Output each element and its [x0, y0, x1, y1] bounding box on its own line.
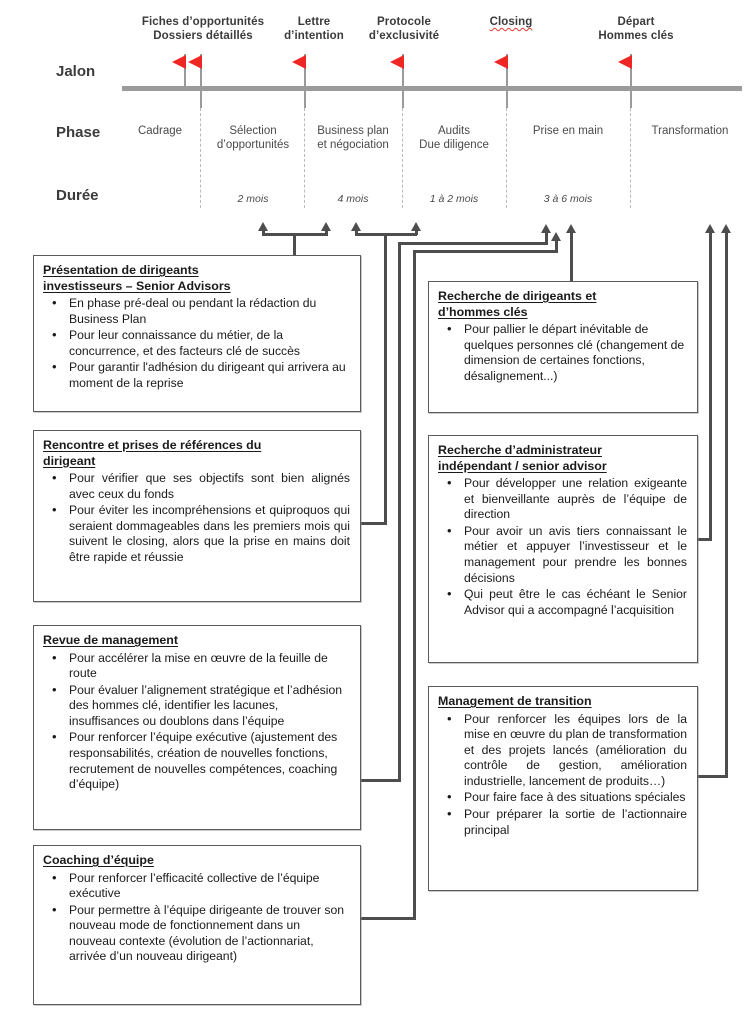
phase-divider-0	[200, 108, 201, 208]
flag-cloth	[390, 55, 404, 69]
milestone-label-0-line2: Dossiers détaillés	[153, 29, 253, 42]
connector-arrow-box5	[566, 224, 576, 233]
title-line1: Recherche d’administrateur	[438, 443, 602, 457]
list-item: • Pour éviter les incompréhensions et quiproquos qui seraient dommageables dans les premiers mois qui suivent le closing, alors que la prise en mains doit être rapide et réussie	[69, 503, 350, 565]
box-revue-management-list	[43, 651, 350, 793]
phase-cell-2-line1: Business plan	[317, 125, 389, 137]
milestone-label-2-line2: d’exclusivité	[368, 29, 440, 42]
connector-box2-entry	[358, 522, 387, 525]
connector-box3-top	[398, 242, 548, 245]
milestone-flag-icon-1	[292, 54, 318, 88]
box-recherche-dirigeants-list	[438, 322, 687, 384]
flag-cloth	[188, 55, 202, 69]
connector-box6-vertical	[709, 232, 712, 540]
phase-cell-5-line1: Transformation	[651, 125, 729, 137]
phase-cell-4	[508, 124, 628, 138]
phase-divider-1	[304, 108, 305, 208]
row-label-duree: Durée	[56, 187, 99, 204]
box-recherche-dirigeants[interactable]	[428, 281, 698, 413]
milestone-label-1-line2: d’intention	[284, 29, 344, 42]
duration-cell-1: 2 mois	[237, 193, 269, 205]
list-item: • Pour pallier le départ inévitable de quelques personnes clé (changement de dimension de certaines fonctions, désalignement...)	[464, 322, 687, 384]
connector-arrow-box2-right	[411, 222, 421, 231]
box-recherche-administrateur-title	[438, 443, 687, 474]
milestone-flag-icon-4	[618, 54, 644, 88]
phase-cell-1-line2: d’opportunités	[216, 139, 290, 151]
connector-box3-entry	[358, 779, 401, 782]
connector-box7-entry	[697, 775, 728, 778]
box-presentation-dirigeants[interactable]	[33, 255, 361, 412]
phase-cell-3	[404, 124, 504, 152]
milestone-label-3	[466, 16, 556, 30]
list-item: • Pour développer une relation exigeante et bienveillante auprès de l’équipe de direction	[464, 476, 687, 523]
title-line1: Présentation de dirigeants	[43, 263, 199, 277]
duration-cell-2: 4 mois	[337, 193, 369, 205]
phase-divider-4	[630, 108, 631, 208]
milestone-label-3-line1: Closing	[489, 16, 533, 28]
connector-arrow-box4	[551, 232, 561, 241]
duration-cell-4: 3 à 6 mois	[543, 193, 593, 205]
flag-cloth	[618, 55, 632, 69]
connector-box6-entry	[697, 538, 712, 541]
timeline-axis	[122, 86, 742, 91]
milestone-label-4-line1: Départ	[617, 16, 655, 28]
box-coaching-equipe-title: Coaching d’équipe	[43, 853, 154, 867]
axis-tick-4	[630, 90, 632, 108]
phase-cell-4-line1: Prise en main	[532, 125, 604, 137]
connector-arrow-box1-left	[258, 222, 268, 231]
box-rencontre-references[interactable]	[33, 430, 361, 602]
box-rencontre-references-title	[43, 438, 350, 469]
row-label-jalon: Jalon	[56, 63, 96, 80]
box-revue-management[interactable]	[33, 625, 361, 830]
axis-tick-2	[402, 90, 404, 108]
milestone-label-0-line1: Fiches d’opportunités	[141, 16, 265, 28]
milestone-label-0	[133, 16, 273, 43]
box-recherche-administrateur-list	[438, 476, 687, 618]
title-line1: Rencontre et prises de références du	[43, 438, 262, 452]
box-recherche-administrateur[interactable]	[428, 435, 698, 663]
milestone-label-2	[358, 16, 450, 43]
axis-tick-1	[304, 90, 306, 108]
box-coaching-equipe-list	[43, 871, 350, 966]
box-revue-management-title: Revue de management	[43, 633, 178, 647]
list-item: • Pour leur connaissance du métier, de la concurrence, et des facteurs clé de succès	[69, 328, 350, 359]
list-item: • Pour permettre à l’équipe dirigeante de trouver son nouveau mode de fonctionnement dans un nouveau contexte (évolution de l’actionnariat, arrivée d’un nouveau dirigeant)	[69, 903, 350, 965]
list-item: • Qui peut être le cas échéant le Senior Advisor qui a accompagné l’acquisition	[464, 587, 687, 618]
box-recherche-dirigeants-title	[438, 289, 687, 320]
milestone-label-1-line1: Lettre	[297, 16, 331, 28]
title-line1: Recherche de dirigeants et	[438, 289, 597, 303]
connector-arrow-box3	[541, 224, 551, 233]
row-label-phase: Phase	[56, 124, 101, 141]
title-line2: indépendant / senior advisor	[438, 458, 607, 473]
milestone-flag-icon-3	[494, 54, 520, 88]
box-presentation-dirigeants-list	[43, 296, 350, 392]
list-item: • Pour renforcer l’efficacité collective de l’équipe exécutive	[69, 871, 350, 902]
box-management-transition-title: Management de transition	[438, 694, 592, 708]
phase-divider-2	[402, 108, 403, 208]
title-line2: investisseurs – Senior Advisors	[43, 278, 231, 293]
title-line2: d’hommes clés	[438, 304, 528, 319]
milestone-label-4-line2: Hommes clés	[598, 29, 674, 42]
box-management-transition-list	[438, 712, 687, 839]
phase-divider-3	[506, 108, 507, 208]
connector-box4-riser	[555, 240, 558, 252]
connector-arrow-box7	[721, 224, 731, 233]
phase-cell-2-line2: et négociation	[317, 139, 389, 151]
box-rencontre-references-list	[43, 471, 350, 566]
milestone-label-2-line1: Protocole	[377, 16, 431, 28]
list-item: • Pour renforcer les équipes lors de la mise en œuvre du plan de transformation et des projets lancés (amélioration du contrôle de gestion, amélioration industrielle, lancement de produits…)	[464, 712, 687, 790]
duration-cell-3: 1 à 2 mois	[429, 193, 479, 205]
list-item: • Pour garantir l'adhésion du dirigeant qui arrivera au moment de la reprise	[69, 360, 350, 391]
list-item: • Pour préparer la sortie de l’actionnaire principal	[464, 807, 687, 838]
milestone-label-4	[584, 16, 688, 43]
list-item: • Pour avoir un avis tiers connaissant le métier et appuyer l’investisseur et le management pour prendre les bonnes décisions	[464, 524, 687, 586]
phase-cell-3-line2: Due diligence	[419, 139, 489, 151]
axis-tick-0	[200, 90, 202, 108]
connector-box3-vertical	[398, 242, 401, 782]
phase-cell-1-line1: Sélection	[229, 125, 277, 137]
phase-cell-5	[632, 124, 748, 138]
box-coaching-equipe[interactable]	[33, 845, 361, 1005]
axis-tick-3	[506, 90, 508, 108]
phase-cell-0-line1: Cadrage	[137, 125, 183, 137]
connector-box7-vertical	[725, 232, 728, 777]
connector-box3-riser	[545, 232, 548, 244]
title-line2: dirigeant	[43, 453, 96, 468]
connector-arrow-box1-right	[321, 222, 331, 231]
list-item: • En phase pré-deal ou pendant la rédaction du Business Plan	[69, 296, 350, 327]
list-item: • Pour accélérer la mise en œuvre de la feuille de route	[69, 651, 350, 682]
connector-arrow-box6	[705, 224, 715, 233]
list-item: • Pour évaluer l’alignement stratégique et l’adhésion des hommes clé, identifier les lacunes, insuffisances ou doublons dans l’équipe	[69, 683, 350, 730]
milestone-label-1	[272, 16, 356, 43]
box-presentation-dirigeants-title	[43, 263, 350, 294]
flag-cloth	[172, 55, 186, 69]
milestone-flag-icon-0b	[188, 54, 214, 88]
list-item: • Pour vérifier que ses objectifs sont bien alignés avec ceux du fonds	[69, 471, 350, 502]
connector-box4-top	[413, 250, 558, 253]
connector-box4-entry	[358, 917, 416, 920]
connector-arrow-box2-left	[351, 222, 361, 231]
connector-box5-vertical	[570, 232, 573, 284]
connector-box2-vertical	[384, 233, 387, 525]
connector-box4-vertical	[413, 250, 416, 920]
connector-box1-stem	[293, 233, 296, 255]
phase-cell-2	[306, 124, 400, 152]
phase-cell-0	[120, 124, 200, 138]
milestone-flag-icon-2	[390, 54, 416, 88]
list-item: • Pour faire face à des situations spéciales	[464, 790, 687, 806]
list-item: • Pour renforcer l’équipe exécutive (ajustement des responsabilités, création de nouvelles fonctions, recrutement de nouvelles compétences, coaching d’équipe)	[69, 730, 350, 792]
phase-cell-1	[204, 124, 302, 152]
box-management-transition[interactable]	[428, 686, 698, 891]
flag-cloth	[494, 55, 508, 69]
phase-cell-3-line1: Audits	[438, 125, 470, 137]
flag-cloth	[292, 55, 306, 69]
